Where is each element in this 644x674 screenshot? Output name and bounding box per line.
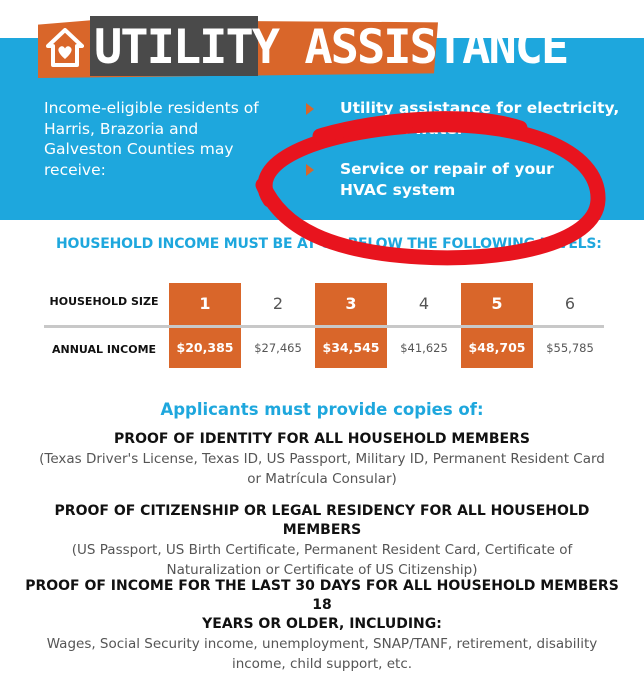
benefit-line: Service or repair of your [340, 160, 554, 178]
requirement-heading: YEARS OR OLDER, INCLUDING: [202, 616, 442, 632]
requirement-detail: (Texas Driver's License, Texas ID, US Passport, Military ID, Permanent Resident Card [39, 451, 605, 467]
requirement-detail: Wages, Social Security income, unemployment, SNAP/TANF, retirement, disability [46, 636, 598, 652]
size-cell: 5 [461, 283, 533, 325]
arrow-bullet-icon [306, 164, 314, 176]
intro-text [44, 98, 294, 180]
requirement-income [20, 577, 624, 674]
benefit-item-utility [340, 98, 630, 139]
income-table [44, 283, 604, 375]
size-cell: 1 [169, 283, 241, 325]
arrow-bullet-icon [306, 103, 314, 115]
requirement-heading: PROOF OF IDENTITY FOR ALL HOUSEHOLD MEMBERS [114, 431, 530, 447]
requirement-identity [20, 430, 624, 489]
income-cell: $55,785 [546, 341, 594, 355]
title-word-2: ASSISTANCE [278, 20, 568, 75]
requirement-heading: PROOF OF INCOME FOR THE LAST 30 DAYS FOR ALL HOUSEHOLD MEMBERS 18 [25, 578, 619, 613]
benefit-line: Utility assistance for electricity, [340, 99, 620, 117]
benefit-line: HVAC system [340, 180, 456, 199]
title-banner [38, 10, 568, 76]
size-cell: 4 [418, 294, 430, 313]
house-heart-icon [46, 28, 84, 68]
requirement-detail: Naturalization or Certificate of US Citizenship) [166, 562, 478, 578]
income-cell: $48,705 [461, 328, 533, 368]
household-size-label: HOUSEHOLD SIZE [49, 295, 159, 308]
intro-line: Galveston Counties may [44, 140, 234, 158]
page-title [94, 18, 567, 78]
income-cell: $41,625 [400, 341, 448, 355]
income-cell: $27,465 [254, 341, 302, 355]
size-cell: 3 [315, 283, 387, 325]
requirement-heading: PROOF OF CITIZENSHIP OR LEGAL RESIDENCY FOR ALL HOUSEHOLD MEMBERS [54, 503, 590, 538]
title-word-1: UTILITY [94, 20, 279, 75]
intro-line: receive: [44, 160, 106, 179]
requirement-detail: (US Passport, US Birth Certificate, Permanent Resident Card, Certificate of [71, 542, 573, 558]
annual-income-label: ANNUAL INCOME [51, 343, 157, 356]
income-cell: $34,545 [315, 328, 387, 368]
income-heading: HOUSEHOLD INCOME MUST BE AT OR BELOW THE FOLLOWING LEVELS: [56, 236, 602, 252]
benefit-item-hvac [340, 159, 630, 200]
applicants-heading: Applicants must provide copies of: [160, 400, 484, 419]
benefit-line: gas and water [340, 119, 465, 138]
requirement-citizenship [20, 502, 624, 580]
income-cell: $20,385 [169, 328, 241, 368]
requirement-detail: or Matrícula Consular) [247, 471, 397, 487]
size-cell: 2 [272, 294, 284, 313]
requirement-detail: income, child support, etc. [231, 656, 413, 672]
size-cell: 6 [564, 294, 576, 313]
intro-line: Income-eligible residents of [44, 99, 259, 117]
intro-line: Harris, Brazoria and [44, 119, 199, 138]
